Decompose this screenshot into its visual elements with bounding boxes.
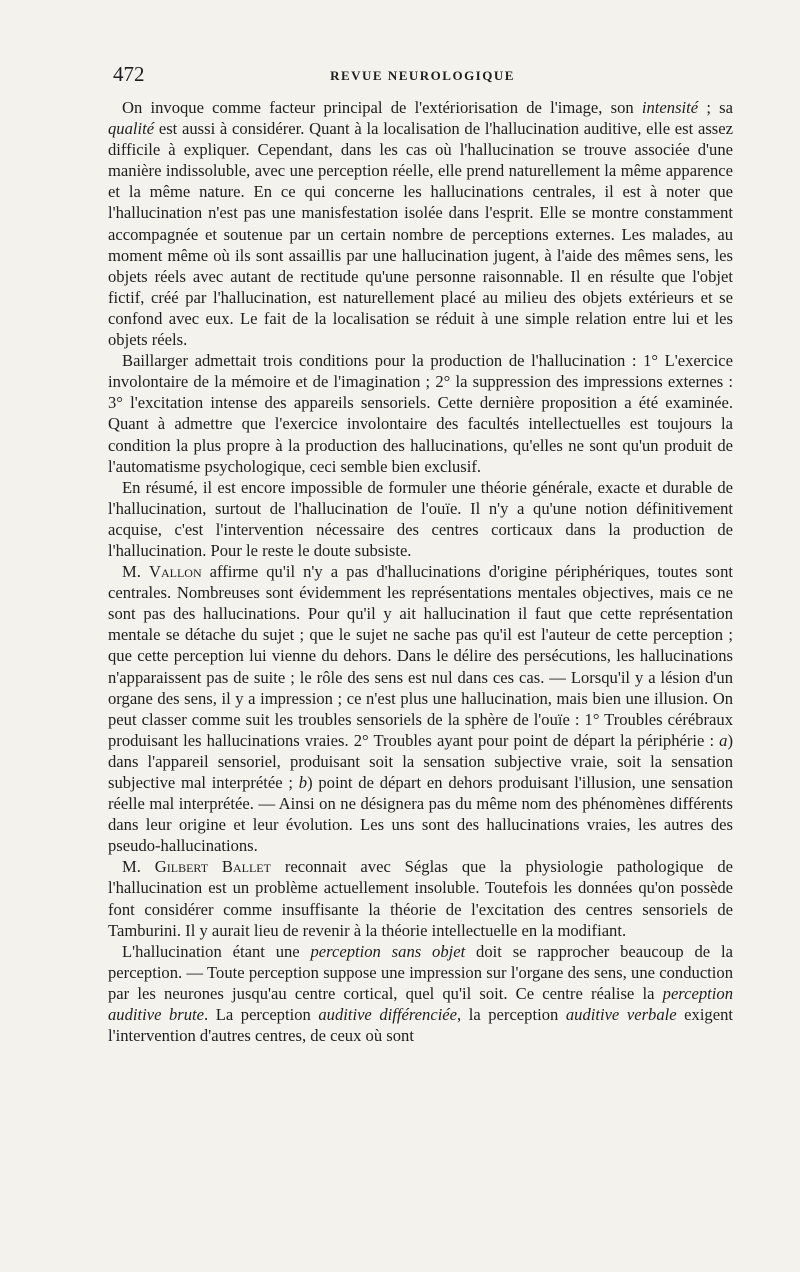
paragraph	[108, 97, 733, 350]
text-run: ) point de départ en dehors produisant l'illusion, une sensation réelle mal interprétée. — Ainsi on ne désignera pas du même nom des phénomènes différents dans leur origine et leur évolution. Les uns sont des hallucinations vraies, les autres des pseudo-hallucinations.	[108, 773, 733, 856]
italic-text: perception sans objet	[310, 941, 466, 961]
italic-text: b	[298, 773, 308, 792]
text-run: Baillarger admettait trois conditions pour la production de l'hallucination : 1° L'exercice involontaire de la mémoire et de l'imagination ; 2° la suppression des impressions externes : 3° l'excitation intense des appareils sensoriels. Cette dernière proposition a été examinée. Quant à admettre que l'exercice involontaire des facultés intellectuelles est toujours la condition la plus propre à la production des hallucinations, qu'elles ne sont qu'un produit de l'automatisme psychologique, ceci semble bien exclusif.	[108, 351, 733, 476]
paragraph	[108, 856, 733, 940]
italic-text: auditive verbale	[565, 1005, 677, 1025]
text-run: M.	[122, 562, 149, 582]
text-run: L'hallucination étant une	[122, 941, 311, 961]
text-run: , la perception	[457, 1005, 566, 1025]
text-run: M.	[122, 857, 155, 877]
text-run: On invoque comme facteur principal de l'extériorisation de l'image, son	[122, 98, 642, 117]
text-run: doit se rapprocher beaucoup de la perception. — Toute perception suppose une impression sur l'organe des sens, une conduction par les neurones jusqu'au centre cortical, quel qu'il soit. Ce centre réalise la	[108, 941, 733, 1003]
paragraph	[108, 350, 733, 477]
text-run: est aussi à considérer. Quant à la localisation de l'hallucination auditive, elle est assez difficile à expliquer. Cependant, dans les cas où l'hallucination se trouve associée d'une manière indissoluble, avec une perception réelle, elle prend naturellement la même apparence et la même nature. En ce qui concerne les hallucinations centrales, il est à noter que l'hallucination n'est pas une manisfestation isolée dans l'esprit. Elle se montre constamment accompagnée et soutenue par un certain nombre de perceptions externes. Les malades, au moment même où ils sont assaillis par une hallucination jugent, à l'aide des mêmes sens, les objets réels avec autant de rectitude qu'une personne raisonnable. Il en résulte que l'objet fictif, créé par l'hallucination, est naturellement placé au milieu des objets extérieurs et se confond avec eux. Le fait de la localisation se réduit à une simple relation entre lui et les objets réels.	[108, 119, 733, 350]
text-run: affirme qu'il n'y a pas d'hallucinations d'origine périphériques, toutes sont centrales. Nombreuses sont évidemment les représentations mentales objectives, mais ce ne sont pas des hallucinations. Pour qu'il y ait hallucination il faut que cette représentation mentale se détache du sujet ; que le sujet ne sache pas qu'il est l'auteur de cette perception ; que cette perception lui vienne du dehors. Dans le délire des persécutions, les hallucinations n'apparaissent pas de suite ; le rôle des sens est nul dans ces cas. — Lorsqu'il y a lésion d'un organe des sens, il y a impression ; ce n'est plus une hallucination, mais bien une illusion. On peut classer comme suit les troubles sensoriels de la sphère de l'ouïe : 1° Troubles cérébraux produisant les hallucinations vraies. 2° Troubles ayant pour point de départ la périphérie :	[108, 562, 733, 750]
text-run: ) dans l'appareil sensoriel, produisant soit la sensation subjective vraie, soit la sensation subjective mal interprétée ;	[108, 730, 733, 792]
text-run: reconnait avec Séglas que la physiologie pathologique de l'hallucination est un problème actuellement insoluble. Toutefois les données qu'on possède font considérer comme insuffisante la théorie de l'excitation des centres sensoriels de Tamburini. Il y aurait lieu de revenir à la théorie intellectuelle en la modifiant.	[108, 857, 733, 940]
running-title: REVUE NEUROLOGIQUE	[330, 68, 515, 83]
paragraph	[108, 561, 733, 856]
italic-text: perception auditive brute	[108, 983, 733, 1025]
text-run: exigent l'intervention d'autres centres, de ceux où sont	[108, 1005, 733, 1046]
paragraph	[108, 477, 733, 561]
page-number: 472	[113, 62, 145, 86]
author-name: Vallon	[148, 562, 202, 582]
page-header	[113, 62, 732, 86]
text-run: ; sa	[698, 98, 733, 117]
italic-text: auditive différenciée	[318, 1005, 458, 1025]
italic-text: intensité	[641, 98, 699, 117]
article-body	[108, 97, 733, 1046]
italic-text: qualité	[108, 119, 155, 139]
italic-text: a	[719, 730, 728, 750]
author-name: Gilbert Ballet	[154, 857, 271, 877]
paragraph	[108, 941, 733, 1046]
text-run: En résumé, il est encore impossible de formuler une théorie générale, exacte et durable de l'hallucination, surtout de l'hallucination de l'ouïe. Il n'y a qu'une notion définitivement acquise, c'est l'intervention nécessaire des centres corticaux dans la production de l'hallucination. Pour le reste le doute subsiste.	[108, 477, 733, 560]
text-run: . La perception	[204, 1005, 319, 1025]
